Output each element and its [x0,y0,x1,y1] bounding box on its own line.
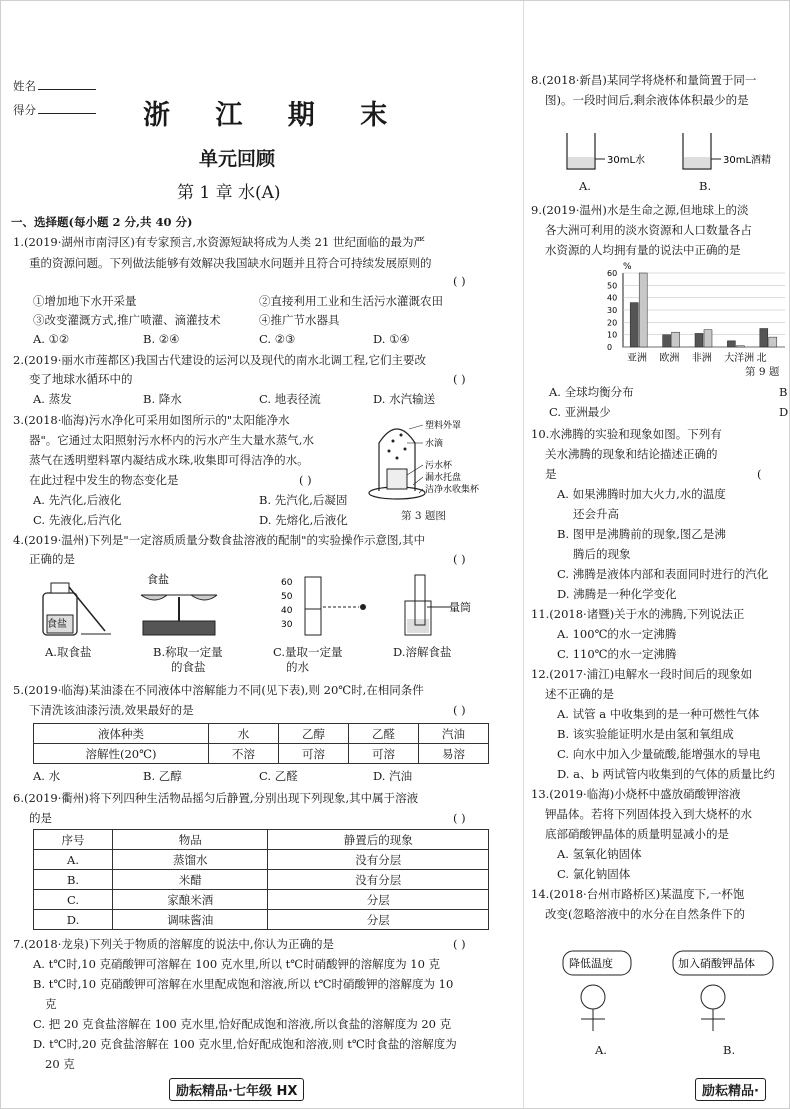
x-category-label: 北 [756,353,767,364]
x-category-label: 大洋洲 [724,353,755,364]
bar-欧洲-2 [672,332,680,347]
chart-ylabel: % [623,262,632,272]
bar-大洋洲-1 [727,341,735,347]
label-tray: 漏水托盘 [425,473,462,483]
q14-line2: 改变(忽略溶液中的水分在自然条件下的 [545,907,745,921]
table-row: A. 蒸馏水 没有分层 [34,850,489,870]
page-subtitle: 单元回顾 [199,148,276,170]
x-category-label: 亚洲 [627,353,647,364]
q4-option-c-line2: 的水 [286,660,309,674]
table-header-row: 序号 物品 静置后的现象 [34,830,489,850]
q4-option-a: A.取食盐 [45,645,92,659]
table-row: B. 米醋 没有分层 [34,870,489,890]
q3-line3: 蒸气在透明塑料罩内凝结成水珠,收集即可得洁净的水。 [29,453,309,467]
q7-line1: 7.(2018·龙泉)下列关于物质的溶解度的说法中,你认为正确的是 [13,937,335,951]
q13-line1: 13.(2019·临海)小烧杯中盛放硝酸钾溶液 [531,787,741,801]
q10-line1: 10.水沸腾的实验和现象如图。下列有 [531,427,722,441]
q7-option-b-line1: B. t℃时,10 克硝酸钾可溶解在水里配成饱和溶液,所以 t℃时硝酸钾的溶解度为 10 [33,977,454,991]
q3-option-d: D. 先熔化,后液化 [259,513,348,527]
footer-brand-left: 励耘精品·七年级 HX [169,1078,304,1101]
bubble-a-text: 降低温度 [569,957,613,970]
x-category-label: 非洲 [691,353,712,364]
q1-option-b: B. ②④ [143,332,180,346]
q4-option-b-line1: B.称取一定量 [153,645,223,659]
table-row: 溶解性(20℃) 不溶 可溶 可溶 易溶 [34,744,489,764]
q10-option-d: D. 沸腾是一种化学变化 [557,587,677,601]
q8-line1: 8.(2018·新昌)某同学将烧杯和量筒置于同一 [531,73,757,87]
q12-option-b: B. 该实验能证明水是由氢和氧组成 [557,727,734,741]
q14-figure [549,943,787,1043]
salt-label-a: 食盐 [47,619,67,630]
q14-option-b: B. [723,1043,736,1057]
solar-still-figure [363,413,513,513]
bar-亚洲-2 [639,273,647,347]
q1-item2: ②直接利用工业和生活污水灌溉农田 [259,294,443,308]
cylinder-label: 量筒 [449,601,471,614]
q4-line1: 4.(2019·温州)下列是"一定溶质质量分数食盐溶液的配制"的实验操作示意图,其中 [13,533,426,547]
q7-option-d-line1: D. t℃时,20 克食盐溶解在 100 克水里,恰好配成饱和溶液,则 t℃时食盐的溶解度为 [33,1037,457,1051]
q3-line4: 在此过程中发生的物态变化是 [29,473,179,487]
q5-option-c: C. 乙醛 [259,769,298,783]
q8-line2: 图)。一段时间后,剩余液体体积最少的是 [545,93,749,107]
page-title: 浙 江 期 末 [143,100,406,131]
bar-北-1 [760,329,768,348]
q2-answer-paren: ( ) [453,372,466,386]
q4-answer-paren: ( ) [453,552,466,566]
q9-figure-caption: 第 9 题 [745,366,780,378]
q9-line1: 9.(2019·温州)水是生命之源,但地球上的淡 [531,203,749,217]
bar-非洲-2 [704,330,712,347]
q1-option-a: A. ①② [33,332,70,346]
tick-40: 40 [281,606,293,616]
q4-option-d: D.溶解食盐 [393,645,452,659]
q8-figure [561,127,789,177]
y-tick-label: 50 [607,281,618,291]
beaker-b-label: 30mL酒精 [723,155,772,166]
q1-answer-paren: ( ) [453,274,466,288]
q10-line3: 是 [545,467,557,481]
q5-line2: 下清洗该油漆污渍,效果最好的是 [29,703,194,717]
q13-option-c: C. 氯化钠固体 [557,867,631,881]
q2-option-b: B. 降水 [143,392,182,406]
q1-item3: ③改变灌溉方式,推广喷灌、滴灌技术 [33,313,221,327]
y-tick-label: 40 [607,293,618,303]
label-dirty-cup: 污水杯 [425,461,453,471]
q2-option-d: D. 水汽输送 [373,392,436,406]
q13-line3: 底部硝酸钾晶体的质量明显减小的是 [545,827,729,841]
q6-line1: 6.(2019·衢州)将下列四种生活物品摇匀后静置,分别出现下列现象,其中属于溶液 [13,791,419,805]
salt-label-b: 食盐 [147,573,169,586]
q10-option-b-line1: B. 图甲是沸腾前的现象,图乙是沸 [557,527,726,541]
q3-option-b: B. 先汽化,后凝固 [259,493,348,507]
q9-option-d: D [779,405,789,419]
q10-answer-paren: ( [757,467,762,481]
q4-option-c-line1: C.量取一定量 [273,645,343,659]
table-row: C. 家酿米酒 分层 [34,890,489,910]
q7-option-b-line2: 克 [45,997,57,1011]
q1-line2: 重的资源问题。下列做法能够有效解决我国缺水问题并且符合可持续发展原则的 [29,256,432,270]
q12-option-a: A. 试管 a 中收集到的是一种可燃性气体 [557,707,760,721]
table-row: D. 调味酱油 分层 [34,910,489,930]
q6-answer-paren: ( ) [453,811,466,825]
label-water-drops: 水滴 [425,439,444,449]
footer-brand-right: 励耘精品· [695,1078,766,1101]
bubble-b-text: 加入硝酸钾晶体 [678,957,755,970]
q9-line3: 水资源的人均拥有量的说法中正确的是 [545,243,741,257]
chapter-title: 第 1 章 水(A) [177,183,281,203]
q9-option-c: C. 亚洲最少 [549,405,611,419]
q5-option-d: D. 汽油 [373,769,413,783]
q10-option-a-line1: A. 如果沸腾时加大火力,水的温度 [557,487,726,501]
bar-亚洲-1 [630,303,638,347]
y-tick-label: 30 [607,306,618,315]
y-tick-label: 60 [607,269,618,278]
q13-option-a: A. 氢氧化钠固体 [557,847,642,861]
q10-line2: 关水沸腾的现象和结论描述正确的 [545,447,718,461]
y-tick-label: 20 [607,318,618,328]
q4-figure-row [29,571,489,643]
q4-line2: 正确的是 [29,552,75,566]
q1-line1: 1.(2019·湖州市南浔区)有专家预言,水资源短缺将成为人类 21 世纪面临的最为严 [13,235,425,249]
q9-option-b: B [779,385,788,399]
q5-option-b: B. 乙醇 [143,769,182,783]
q4-option-b-line2: 的食盐 [171,660,206,674]
q1-item1: ①增加地下水开采量 [33,294,137,308]
q12-option-d: D. a、b 两试管内收集到的气体的质量比约 [557,767,775,781]
q9-bar-chart [587,259,789,379]
q12-option-c: C. 向水中加入少量硫酸,能增强水的导电 [557,747,761,761]
q7-option-d-line2: 20 克 [45,1057,75,1071]
section-heading: 一、选择题(每小题 2 分,共 40 分) [11,215,193,229]
q8-option-a: A. [579,179,591,193]
table-row: 液体种类 水 乙醇 乙醛 汽油 [34,724,489,744]
q6-line2: 的是 [29,811,52,825]
q10-option-a-line2: 还会升高 [573,507,619,521]
q3-answer-paren: ( ) [299,473,312,487]
label-clean-cup: 洁净水收集杯 [425,485,480,495]
bar-欧洲-1 [663,335,671,347]
q14-option-a: A. [595,1043,607,1057]
x-category-label: 欧洲 [659,353,680,364]
bar-北-2 [769,337,777,347]
q10-option-b-line2: 腾后的现象 [573,547,631,561]
q14-line1: 14.(2018·台州市路桥区)某温度下,一杯饱 [531,887,745,901]
q8-option-b: B. [699,179,712,193]
q7-option-c: C. 把 20 克食盐溶解在 100 克水里,恰好配成饱和溶液,所以食盐的溶解度为 20 克 [33,1017,452,1031]
y-tick-label: 10 [607,330,618,340]
q2-option-a: A. 蒸发 [33,392,72,406]
q1-option-d: D. ①④ [373,332,410,346]
q5-answer-paren: ( ) [453,703,466,717]
q2-line2: 变了地球水循环中的 [29,372,133,386]
bar-大洋洲-2 [736,346,744,347]
column-divider [523,1,524,1108]
tick-30: 30 [281,620,293,630]
q10-option-c: C. 沸腾是液体内部和表面同时进行的汽化 [557,567,769,581]
q3-line2: 器"。它通过太阳照射污水杯内的污水产生大量水蒸气,水 [29,433,314,447]
label-plastic-cover: 塑料外罩 [425,421,462,431]
beaker-a-label: 30mL水 [607,155,646,166]
q11-option-c: C. 110℃的水一定沸腾 [557,647,677,661]
q12-line2: 述不正确的是 [545,687,614,701]
q3-option-a: A. 先汽化,后液化 [33,493,122,507]
q5-line1: 5.(2019·临海)某油漆在不同液体中溶解能力不同(见下表),则 20℃时,在相同条件 [13,683,424,697]
q12-line1: 12.(2017·浦江)电解水一段时间后的现象如 [531,667,753,681]
bar-非洲-1 [695,333,703,347]
q3-line1: 3.(2018·临海)污水净化可采用如图所示的"太阳能净水 [13,413,290,427]
q1-option-c: C. ②③ [259,332,296,346]
q7-option-a: A. t℃时,10 克硝酸钾可溶解在 100 克水里,所以 t℃时硝酸钾的溶解度为 10 克 [33,957,441,971]
q3-figure-caption: 第 3 题图 [401,510,446,522]
q5-option-a: A. 水 [33,769,61,783]
name-label: 姓名 [13,77,96,95]
q7-answer-paren: ( ) [453,937,466,951]
q9-line2: 各大洲可利用的淡水资源和人口数量各占 [545,223,752,237]
q5-solubility-table [33,723,489,764]
q3-option-c: C. 先液化,后汽化 [33,513,122,527]
q2-line1: 2.(2019·丽水市莲都区)我国古代建设的运河以及现代的南水北调工程,它们主要改 [13,353,427,367]
q1-item4: ④推广节水器具 [259,313,340,327]
q2-option-c: C. 地表径流 [259,392,321,406]
y-tick-label: 0 [607,343,613,352]
tick-50: 50 [281,592,293,602]
q11-line1: 11.(2018·诸暨)关于水的沸腾,下列说法正 [531,607,745,621]
score-label: 得分 [13,101,96,119]
tick-60: 60 [281,578,293,588]
q11-option-a: A. 100℃的水一定沸腾 [557,627,677,641]
q6-items-table [33,829,489,930]
q13-line2: 钾晶体。若将下列固体投入到大烧杯的水 [545,807,752,821]
q9-option-a: A. 全球均衡分布 [549,385,634,399]
